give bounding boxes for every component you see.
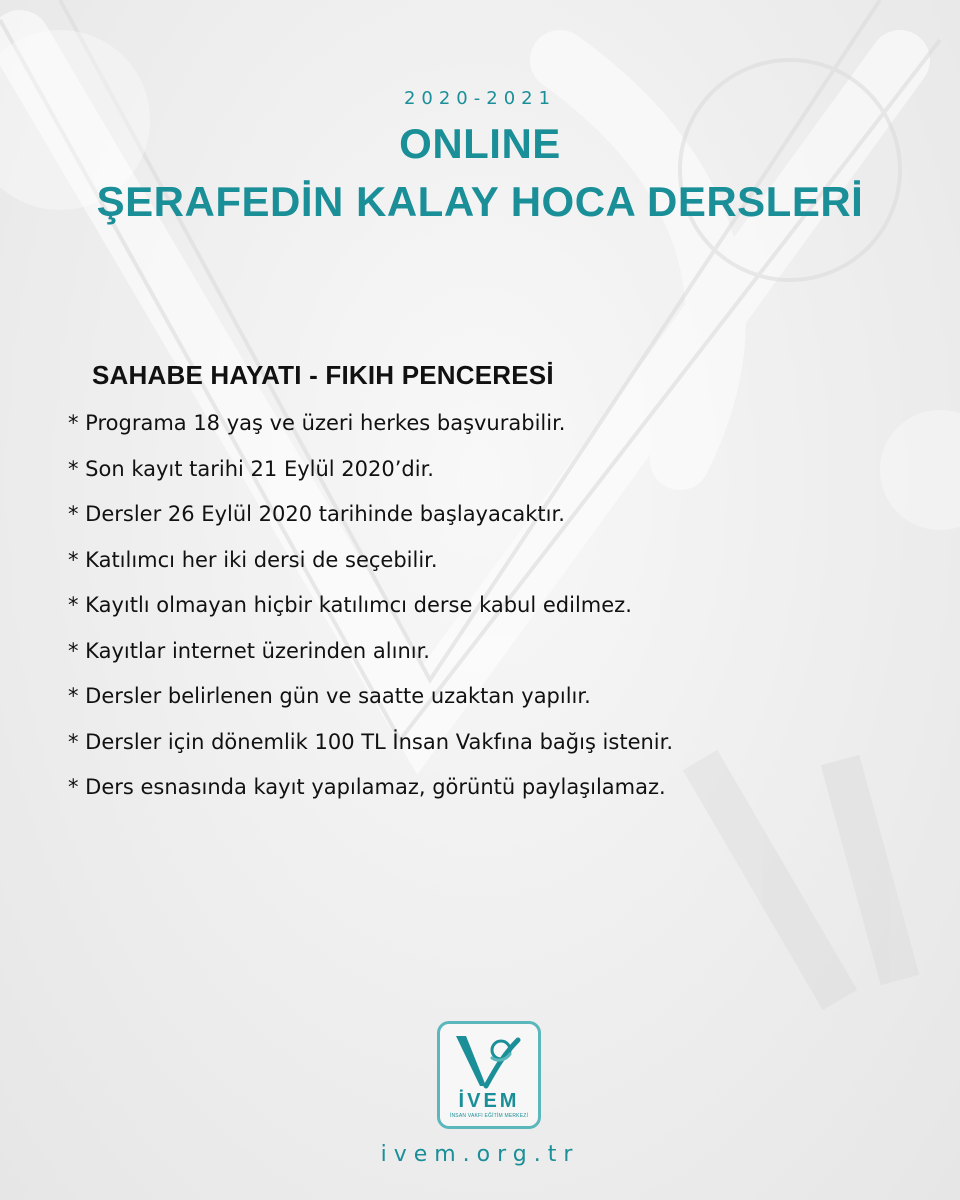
rule-item: * Kayıtlar internet üzerinden alınır.: [68, 638, 430, 663]
rule-item: * Dersler için dönemlik 100 TL İnsan Vakfına bağış istenir.: [68, 729, 674, 754]
website-url[interactable]: ivem.org.tr: [380, 1142, 580, 1167]
rule-item: * Ders esnasında kayıt yapılamaz, görüntü paylaşılamaz.: [68, 775, 666, 799]
rule-item: * Dersler belirlenen gün ve saatte uzaktan yapılır.: [68, 684, 591, 708]
ivem-v-logo-icon: [446, 1028, 532, 1090]
rule-item: * Kayıtlı olmayan hiçbir katılımcı derse kabul edilmez.: [68, 593, 632, 617]
rule-item: * Son kayıt tarihi 21 Eylül 2020’dir.: [68, 456, 434, 481]
title-line-online: ONLINE: [399, 120, 561, 167]
rules-list: [68, 405, 673, 815]
logo-tagline: İNSAN VAKFI EĞİTİM MERKEZİ: [449, 1113, 529, 1119]
section-heading: SAHABE HAYATI - FIKIH PENCERESİ: [92, 360, 554, 390]
academic-year: 2020-2021: [403, 88, 557, 109]
title-line-course-name: ŞERAFEDİN KALAY HOCA DERSLERİ: [96, 178, 864, 225]
rule-item: * Programa 18 yaş ve üzeri herkes başvurabilir.: [68, 411, 566, 435]
logo-wordmark: İVEM: [458, 1090, 520, 1112]
ivem-logo: [437, 1021, 541, 1129]
rule-item: * Dersler 26 Eylül 2020 tarihinde başlayacaktır.: [68, 502, 565, 526]
rule-item: * Katılımcı her iki dersi de seçebilir.: [68, 547, 438, 572]
